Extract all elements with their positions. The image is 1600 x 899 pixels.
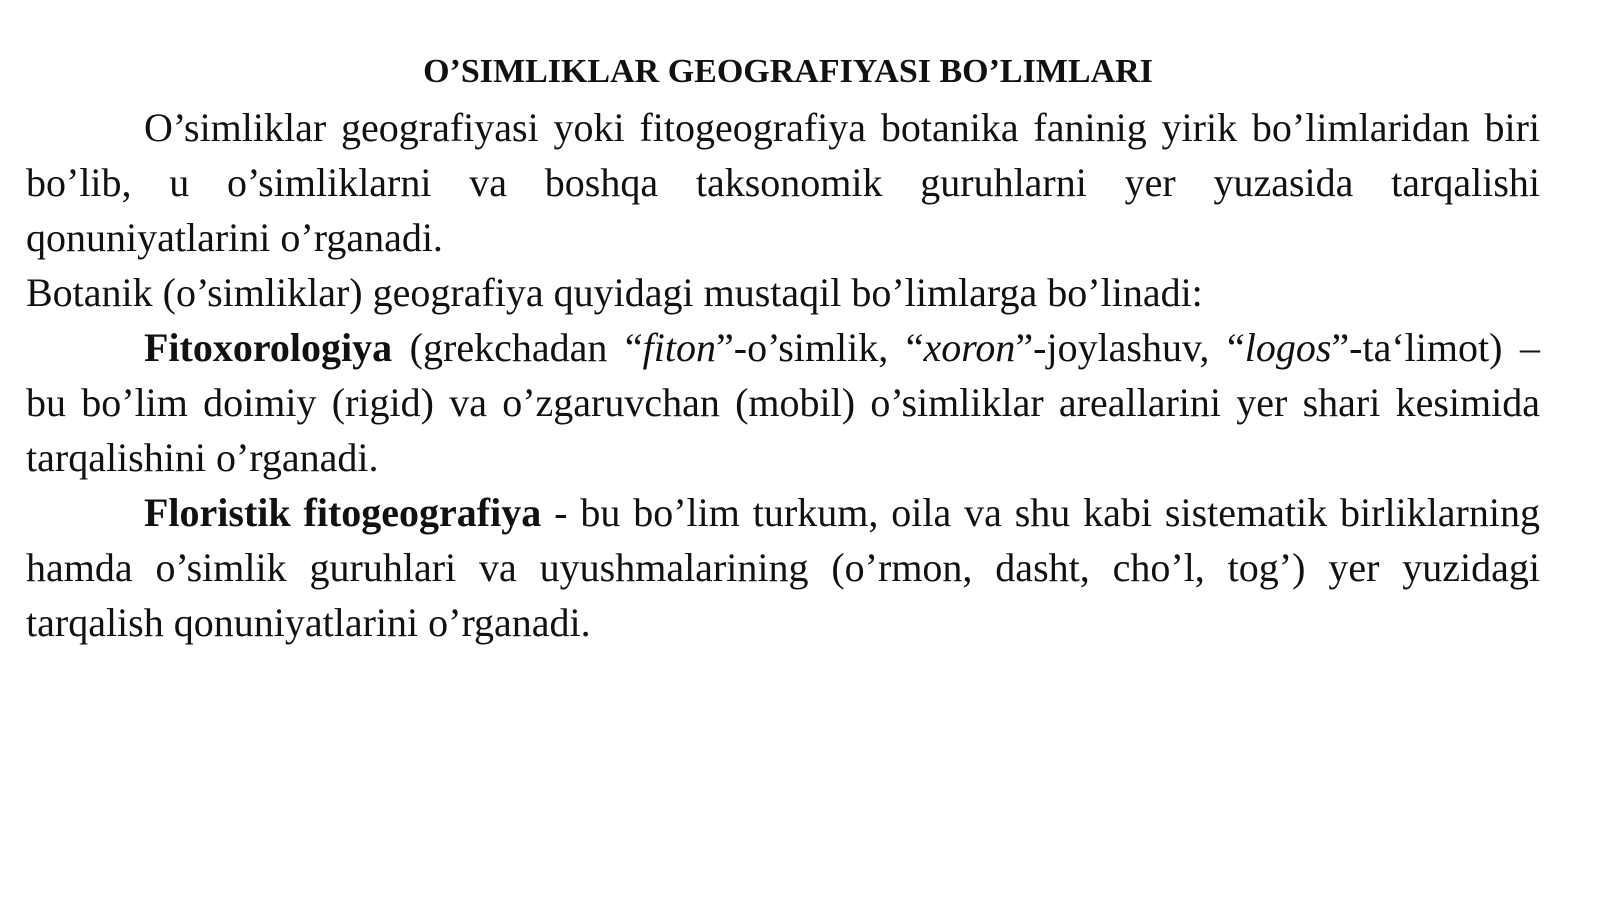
- fitoxorologiya-word-xoron: xoron: [923, 325, 1016, 370]
- sections-intro-paragraph: Botanik (o’simliklar) geografiya quyidagi mustaqil bo’limlarga bo’linadi:: [26, 270, 1203, 315]
- fitoxorologiya-text-c: ”-joylashuv, “: [1015, 325, 1245, 370]
- fitoxorologiya-text-a: (grekchadan “: [392, 325, 643, 370]
- fitoxorologiya-word-fiton: fiton: [642, 325, 716, 370]
- floristik-term: Floristik fitogeografiya: [144, 490, 542, 535]
- fitoxorologiya-text-b: ”-o’simlik, “: [716, 325, 924, 370]
- intro-paragraph: O’simliklar geografiyasi yoki fitogeografiya botanika faninig yirik bo’limlaridan biri bo’lib, u o’simliklarni va boshqa taksonomik guruhlarni yer yuzasida tarqalishi qonuniyatlarini o’rganadi.: [26, 105, 1540, 260]
- fitoxorologiya-word-logos: logos: [1244, 325, 1332, 370]
- slide-content: [26, 50, 1540, 650]
- fitoxorologiya-paragraph: [26, 320, 1540, 485]
- fitoxorologiya-term: Fitoxorologiya: [144, 325, 393, 370]
- floristik-paragraph: [26, 485, 1540, 650]
- floristik-text: - bu bo’lim turkum, oila va shu kabi sistematik birliklarning hamda o’simlik guruhlari va uyushmalarining (o’rmon, dasht, cho’l, tog’) yer yuzidagi tarqalish qonuniyatlarini o’rganadi.: [26, 490, 1540, 645]
- slide-title: O’SIMLIKLAR GEOGRAFIYASI BO’LIMLARI: [423, 53, 1153, 90]
- fitoxorologiya-text-d: ”-ta‘limot) – bu bo’lim doimiy (rigid) va o’zgaruvchan (mobil) o’simliklar areallarini yer shari kesimida tarqalishini o’rganadi.: [26, 325, 1540, 480]
